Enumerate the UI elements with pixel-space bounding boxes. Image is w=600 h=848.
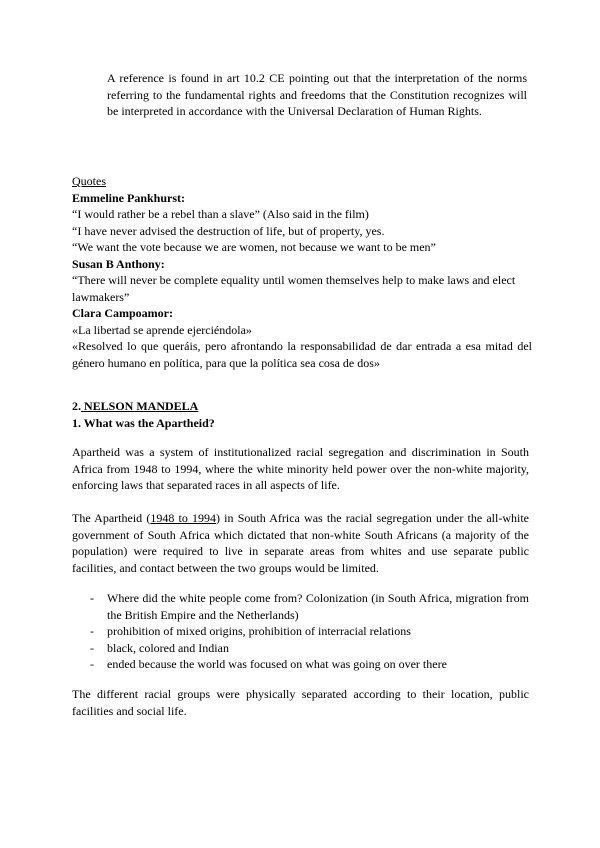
pankhurst-name: Emmeline Pankhurst: bbox=[72, 190, 186, 205]
list-marker: - bbox=[90, 591, 94, 605]
date-range-link[interactable]: 1948 to 1994 bbox=[150, 511, 217, 525]
pankhurst-quote-3: “We want the vote because we are women, not because we want to be men” bbox=[72, 240, 436, 254]
quotes-section bbox=[72, 173, 532, 371]
bullet-list bbox=[72, 590, 529, 673]
list-marker: - bbox=[90, 624, 94, 638]
anthony-quote: “There will never be complete equality until women themselves help to make laws and elect lawmakers” bbox=[72, 273, 516, 304]
para2-text-before: The Apartheid ( bbox=[72, 511, 151, 525]
separation-paragraph: The different racial groups were physically separated according to their location, public facilities and social life. bbox=[72, 687, 529, 718]
pankhurst-quote-2: “I have never advised the destruction of life, but of property, yes. bbox=[72, 223, 385, 238]
list-marker: - bbox=[90, 657, 94, 671]
campoamor-quote-1: «La libertad se aprende ejerciéndola» bbox=[72, 322, 252, 337]
campoamor-quote-2: «Resolved lo que queráis, pero afrontando la responsabilidad de dar entrada a esa mitad del género humano en política, para que la política sea cosa de dos» bbox=[72, 339, 532, 370]
apartheid-definition-paragraph: Apartheid was a system of institutionalized racial segregation and discrimination in South Africa from 1948 to 1994, where the white minority held power over the non-white majority, enforcing laws that separated races in all aspects of life. bbox=[72, 445, 529, 492]
quotes-heading: Quotes bbox=[72, 174, 106, 188]
campoamor-name: Clara Campoamor: bbox=[72, 306, 173, 320]
list-item-text: prohibition of mixed origins, prohibition of interracial relations bbox=[107, 624, 411, 638]
pankhurst-quote-1: “I would rather be a rebel than a slave” (Also said in the film) bbox=[72, 207, 369, 221]
subheading: 1. What was the Apartheid? bbox=[72, 415, 215, 430]
list-item bbox=[72, 640, 529, 657]
para2-text-after: ) in South Africa was the racial segregation under the all-white government of South Africa which dictated that non-white South Africans (a majority of the population) were required to live in separate areas from whites and use separate public facilities, and contact between the two groups would be limited. bbox=[72, 511, 529, 575]
list-marker: - bbox=[90, 640, 94, 655]
section-heading bbox=[72, 398, 532, 431]
section-title bbox=[72, 398, 532, 415]
reference-paragraph: A reference is found in art 10.2 CE pointing out that the interpretation of the norms referring to the fundamental rights and freedoms that the Constitution recognizes will be interpreted in accordance with the Universal Declaration of Human Rights. bbox=[107, 71, 527, 118]
list-item bbox=[72, 590, 529, 623]
list-item bbox=[72, 623, 529, 640]
apartheid-detail-paragraph bbox=[72, 510, 529, 576]
list-item-text: Where did the white people come from? Colonization (in South Africa, migration from the British Empire and the Netherlands) bbox=[107, 591, 529, 622]
section-name: NELSON MANDELA bbox=[81, 399, 199, 413]
anthony-name: Susan B Anthony: bbox=[72, 256, 165, 271]
list-item-text: black, colored and Indian bbox=[107, 640, 229, 655]
section-number: 2. bbox=[72, 399, 81, 413]
list-item bbox=[72, 656, 529, 673]
list-item-text: ended because the world was focused on what was going on over there bbox=[107, 657, 447, 671]
